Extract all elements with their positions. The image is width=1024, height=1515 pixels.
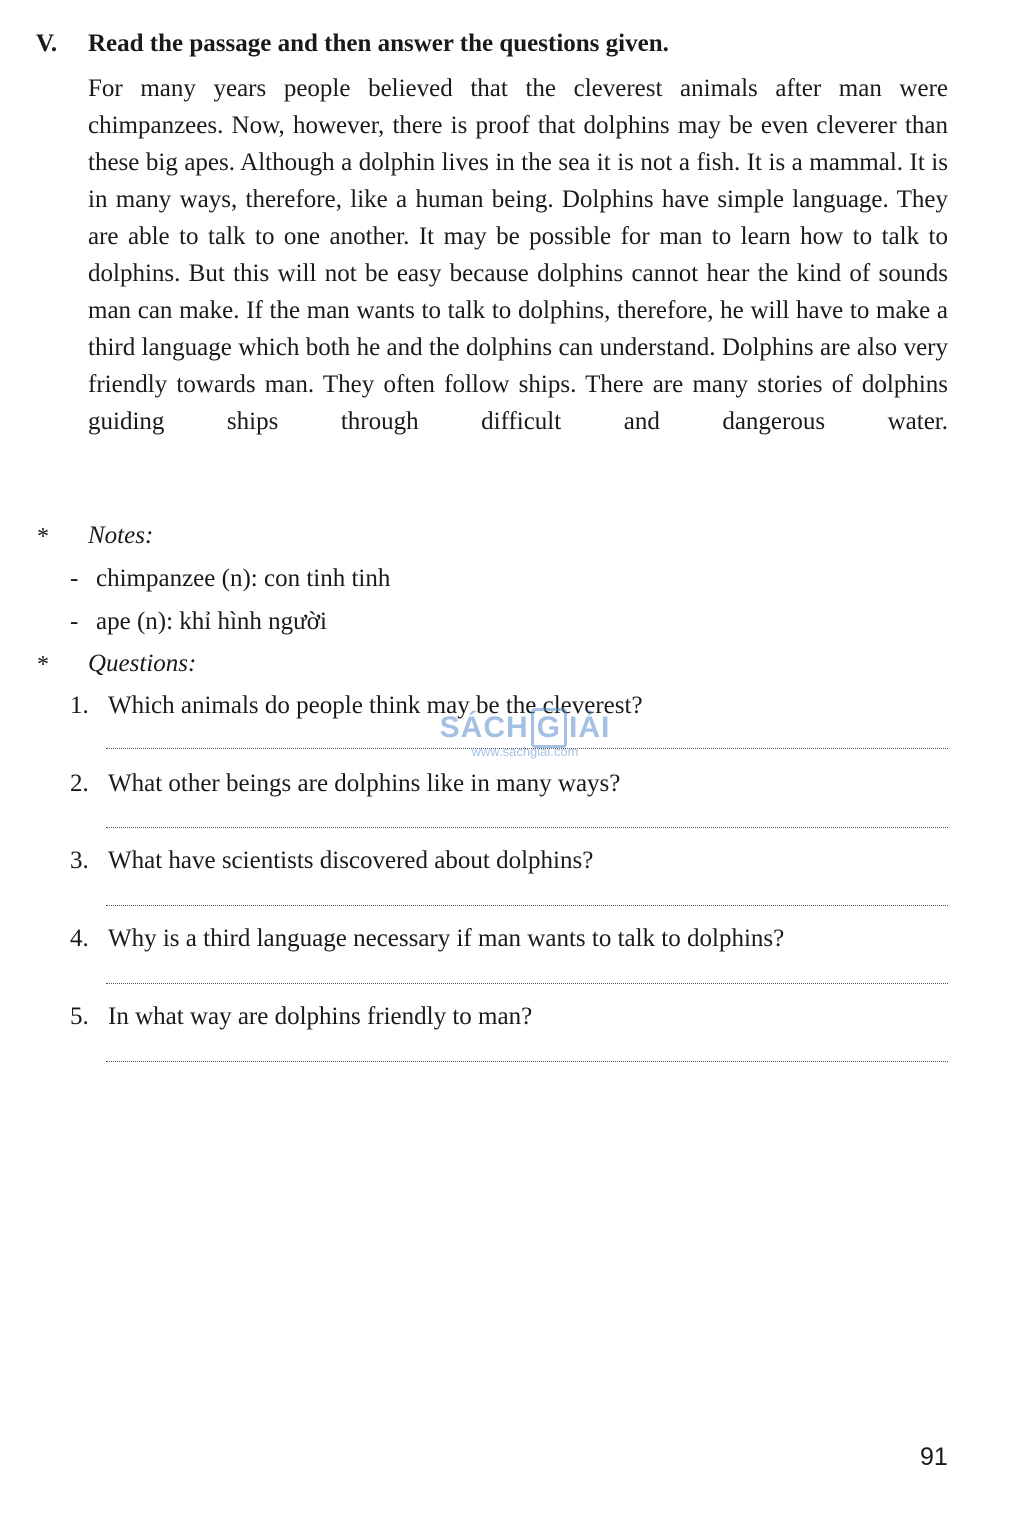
- question-item: 2. What other beings are dolphins like in many ways?: [70, 770, 621, 797]
- watermark-logo: SÁCH G IẢI www.sachgiai.com: [410, 708, 640, 759]
- answer-line[interactable]: [106, 827, 948, 828]
- answer-line[interactable]: [106, 905, 948, 906]
- question-item: 3. What have scientists discovered about dolphins?: [70, 847, 594, 874]
- question-item: 5. In what way are dolphins friendly to man?: [70, 1003, 533, 1030]
- question-item: 4. Why is a third language necessary if man wants to talk to dolphins?: [70, 925, 785, 952]
- answer-line[interactable]: [106, 1061, 948, 1062]
- page-number: 91: [920, 1443, 948, 1471]
- notes-bullet: *: [37, 524, 49, 550]
- questions-bullet: *: [37, 652, 49, 678]
- questions-title: Questions:: [88, 650, 197, 677]
- notes-title: Notes:: [88, 522, 154, 549]
- section-title: Read the passage and then answer the questions given.: [88, 30, 669, 57]
- watermark-g-icon: G: [531, 708, 567, 748]
- note-item: - chimpanzee (n): con tinh tinh: [70, 565, 391, 592]
- note-item: - ape (n): khỉ hình người: [70, 608, 327, 635]
- section-heading: [36, 30, 669, 58]
- watermark-url: www.sachgiai.com: [471, 744, 579, 759]
- reading-passage: For many years people believed that the cleverest animals after man were chimpanzees. Now, however, there is proof that dolphins may be even cleverer than these big apes. Although a dolphin lives in the sea it is not a fish. It is a mammal. It is in many ways, therefore, like a human being. Dolphins have simple language. They are able to talk to one another. It may be possible for man to learn how to talk to dolphins. But this will not be easy because dolphins cannot hear the kind of sounds man can make. If the man wants to talk to dolphins, therefore, he will have to make a third language which both he and the dolphins can understand. Dolphins are also very friendly towards man. They often follow ships. There are many stories of dolphins guiding ships through difficult and dangerous water.: [88, 75, 948, 435]
- answer-line[interactable]: [106, 983, 948, 984]
- question-item: 1. Which animals do people think may be the cleverest?: [70, 692, 643, 719]
- section-number: V.: [36, 30, 58, 57]
